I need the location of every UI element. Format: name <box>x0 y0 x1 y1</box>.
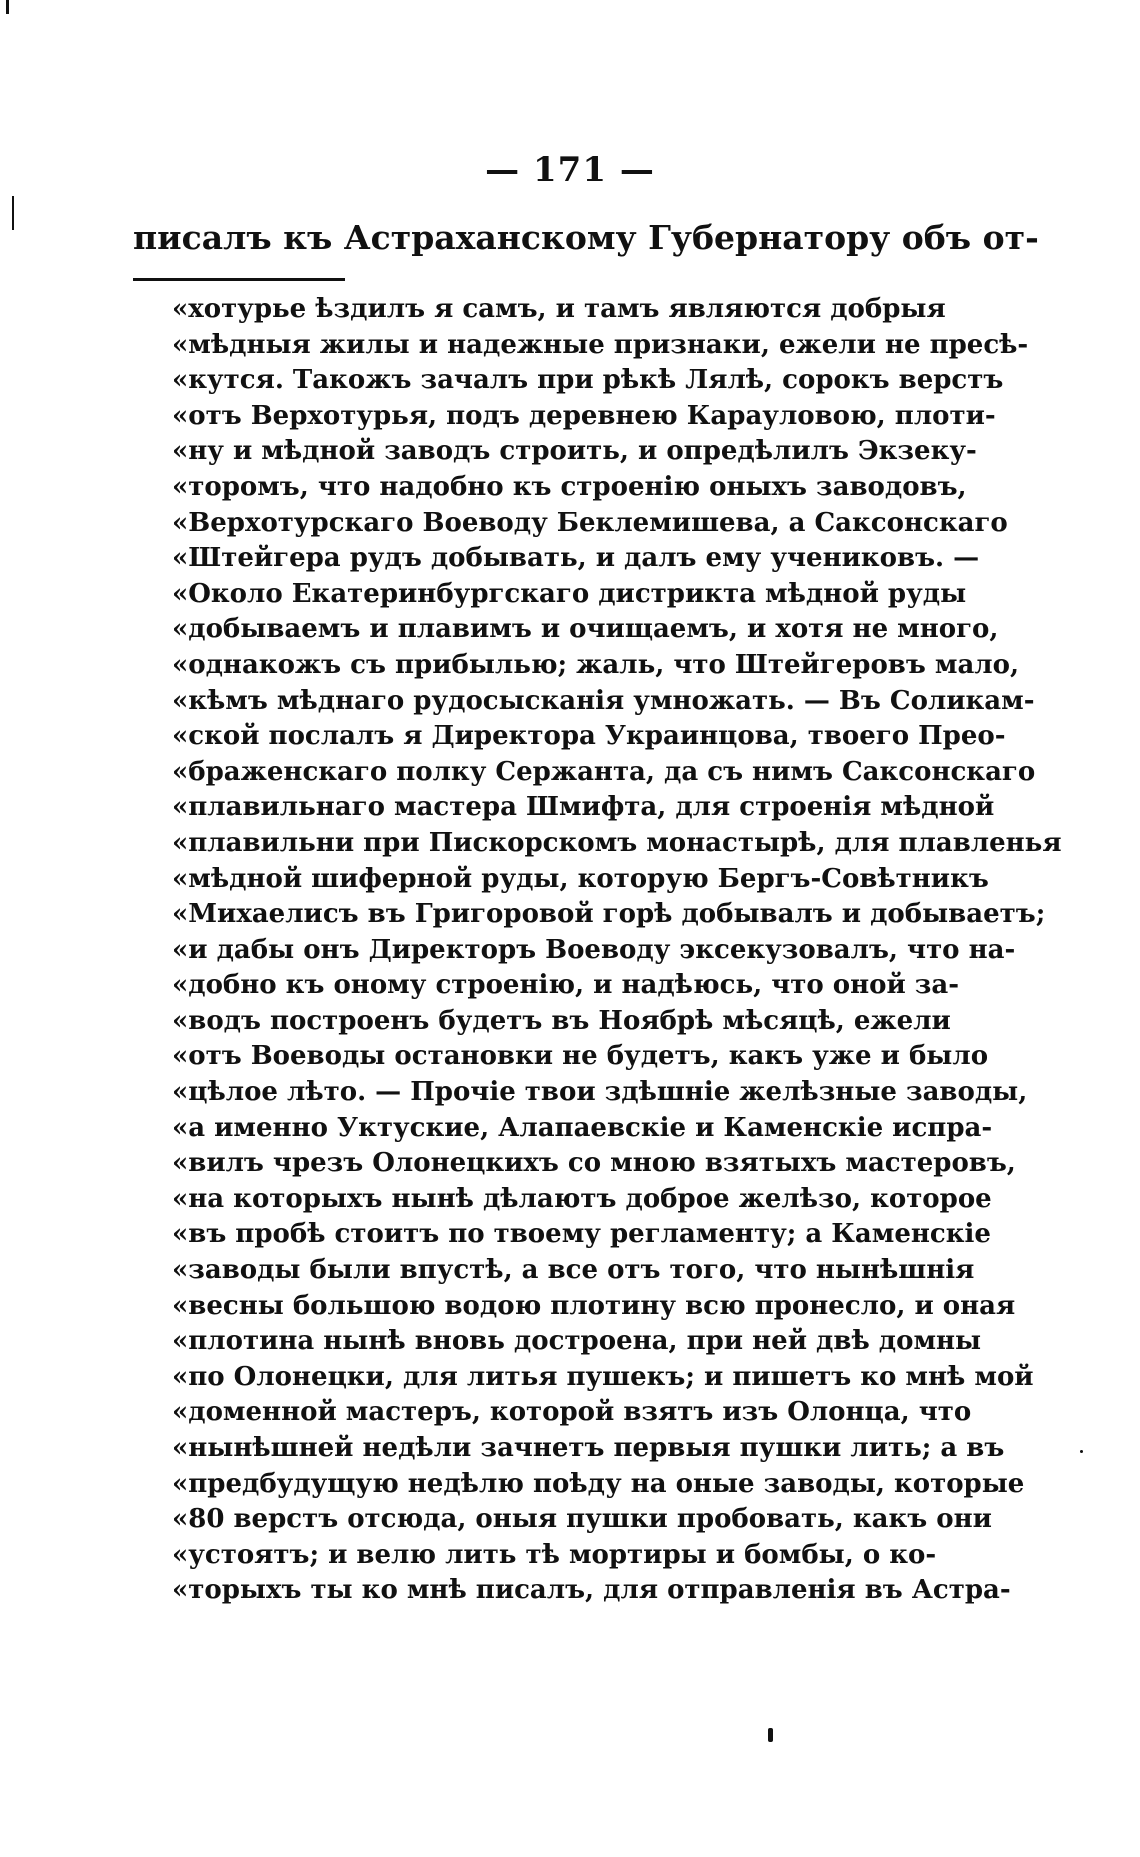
text-line: «однакожъ съ прибылью; жаль, что Штейгеровъ мало, <box>172 649 1020 680</box>
text-line: «ну и мѣдной заводъ строить, и опредѣлилъ Экзеку- <box>172 436 977 467</box>
text-line: «цѣлое лѣто. — Прочіе твои здѣшніе желѣзные заводы, <box>172 1077 1028 1108</box>
text-line: «Михаелисъ въ Григоровой горѣ добывалъ и добываетъ; <box>172 899 1046 930</box>
text-line: «хотурье ѣздилъ я самъ, и тамъ являются добрыя <box>172 294 946 324</box>
text-line: «предбудущую недѣлю поѣду на оные заводы, которые <box>172 1468 1025 1499</box>
text-line: «отъ Верхотурья, подъ деревнею Карауловою, плоти- <box>172 400 996 431</box>
text-line: «ской послалъ я Директора Украинцова, твоего Прео- <box>172 721 1006 752</box>
text-line: «мѣдныя жилы и надежные признаки, ежели не пресѣ- <box>172 329 1029 360</box>
margin-mark <box>12 196 14 230</box>
text-line: «а именно Уктуские, Алапаевскіе и Каменскіе испра- <box>172 1112 993 1143</box>
text-line: «Около Екатеринбургскаго дистрикта мѣдной руды <box>172 578 967 609</box>
text-line: «80 верстъ отсюда, оныя пушки пробовать, какъ они <box>172 1504 992 1535</box>
text-line: «весны большою водою плотину всю пронесло, и оная <box>172 1290 1016 1321</box>
text-line: «Штейгера рудъ добывать, и далъ ему учениковъ. — <box>172 543 980 574</box>
text-line: «отъ Воеводы остановки не будетъ, какъ уже и было <box>172 1041 989 1072</box>
text-line: «плавильнаго мастера Шмифта, для строенія мѣдной <box>172 792 995 823</box>
ink-speck <box>768 1728 773 1742</box>
text-line: «устоятъ; и велю лить тѣ мортиры и бомбы, о ко- <box>172 1539 937 1570</box>
text-line: «въ пробѣ стоитъ по твоему регламенту; а Каменскіе <box>172 1219 991 1250</box>
text-line: «водъ построенъ будетъ въ Ноябрѣ мѣсяцѣ, ежели <box>172 1005 951 1036</box>
text-line: «доменной мастеръ, которой взятъ изъ Олонца, что <box>172 1397 972 1428</box>
page-number: — 171 — <box>485 150 655 190</box>
text-line: «заводы были впустѣ, а все отъ того, что нынѣшнія <box>172 1255 975 1286</box>
first-text-line: писалъ къ Астраханскому Губернатору объ от- <box>133 218 1039 257</box>
text-line: «браженскаго полку Сержанта, да съ нимъ Саксонскаго <box>172 756 1036 787</box>
text-line: «Верхотурскаго Воеводу Беклемишева, а Саксонскаго <box>172 507 1008 538</box>
ink-speck <box>1080 1450 1083 1453</box>
quoted-text-block <box>172 292 1062 1609</box>
text-line: «кѣмъ мѣднаго рудосысканія умножать. — Въ Соликам- <box>172 685 1035 716</box>
text-line: «мѣдной шиферной руды, которую Бергъ-Совѣтникъ <box>172 863 989 894</box>
text-line: «вилъ чрезъ Олонецкихъ со мною взятыхъ мастеровъ, <box>172 1148 1016 1179</box>
corner-mark <box>6 0 9 14</box>
text-line: «добно къ оному строенію, и надѣюсь, что оной за- <box>172 970 960 1001</box>
text-line: «по Олонецки, для литья пушекъ; и пишетъ ко мнѣ мой <box>172 1361 1034 1392</box>
text-line: «нынѣшней недѣли зачнетъ первыя пушки лить; а въ <box>172 1433 1005 1463</box>
text-line: «торыхъ ты ко мнѣ писалъ, для отправленія въ Астра- <box>172 1575 1011 1606</box>
horizontal-rule <box>133 278 345 281</box>
text-line: «плавильни при Пискорскомъ монастырѣ, для плавленья <box>172 827 1062 858</box>
text-line: «добываемъ и плавимъ и очищаемъ, и хотя не много, <box>172 614 999 645</box>
text-line: «кутся. Такожъ зачалъ при рѣкѣ Лялѣ, сорокъ верстъ <box>172 365 1004 396</box>
text-line: «на которыхъ нынѣ дѣлаютъ доброе желѣзо, которое <box>172 1183 992 1214</box>
text-line: «плотина нынѣ вновь достроена, при ней двѣ домны <box>172 1326 982 1357</box>
text-line: «торомъ, что надобно къ строенію оныхъ заводовъ, <box>172 471 967 502</box>
text-line: «и дабы онъ Директоръ Воеводу эксекузовалъ, что на- <box>172 934 1016 965</box>
